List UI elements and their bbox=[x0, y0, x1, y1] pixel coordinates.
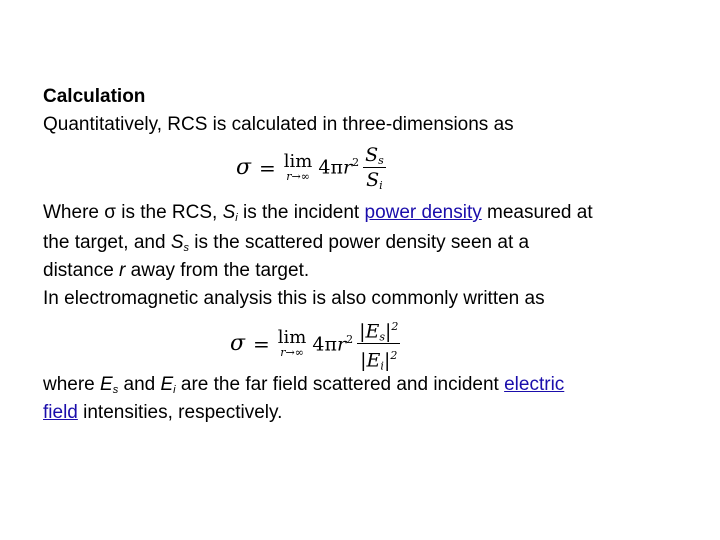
fraction-bar bbox=[363, 167, 386, 168]
intro-text: Quantitatively, RCS is calculated in three-dimensions as bbox=[43, 114, 514, 135]
sigma-symbol: σ bbox=[230, 331, 246, 357]
lim-subscript: r→∞ bbox=[280, 345, 304, 359]
equals-sign: = bbox=[253, 331, 270, 356]
definition-line-3: distance r away from the target. bbox=[43, 260, 310, 281]
numerator: $|E_s|^2$ bbox=[359, 320, 399, 344]
equation-rcs-field bbox=[230, 316, 400, 372]
equation-rcs-power bbox=[236, 144, 386, 191]
heading: Calculation bbox=[43, 86, 146, 107]
coefficient: $4\pi r^2$ bbox=[312, 332, 354, 355]
field-line-1: where $E_s$ and $E_i$ are the far field scattered and incident electric bbox=[43, 374, 565, 396]
fraction bbox=[357, 316, 400, 372]
limit-operator bbox=[277, 326, 307, 359]
numerator: $S_s$ bbox=[365, 144, 384, 167]
power-density-link[interactable]: power density bbox=[364, 202, 482, 223]
coefficient: $4\pi r^2$ bbox=[318, 156, 360, 179]
sigma-symbol: σ bbox=[236, 155, 252, 180]
definition-line-4: In electromagnetic analysis this is also commonly written as bbox=[43, 288, 545, 309]
denominator: $S_i$ bbox=[366, 169, 383, 192]
denominator: $|E_i|^2$ bbox=[360, 349, 398, 373]
lim-subscript: r→∞ bbox=[286, 169, 310, 183]
definition-line-1: Where σ is the RCS, $S_i$ is the incident power density measured at bbox=[43, 202, 593, 224]
fraction bbox=[363, 144, 386, 191]
equals-sign: = bbox=[259, 155, 276, 180]
fraction-bar bbox=[357, 343, 400, 344]
electric-field-link-part2[interactable]: field bbox=[43, 402, 78, 423]
definition-line-2: the target, and $S_s$ is the scattered power density seen at a bbox=[43, 232, 530, 254]
field-line-2: field intensities, respectively. bbox=[43, 402, 283, 423]
limit-operator bbox=[283, 150, 313, 183]
lim-word: lim bbox=[277, 326, 307, 348]
lim-word: lim bbox=[283, 150, 313, 172]
electric-field-link-part1[interactable]: electric bbox=[504, 374, 565, 395]
